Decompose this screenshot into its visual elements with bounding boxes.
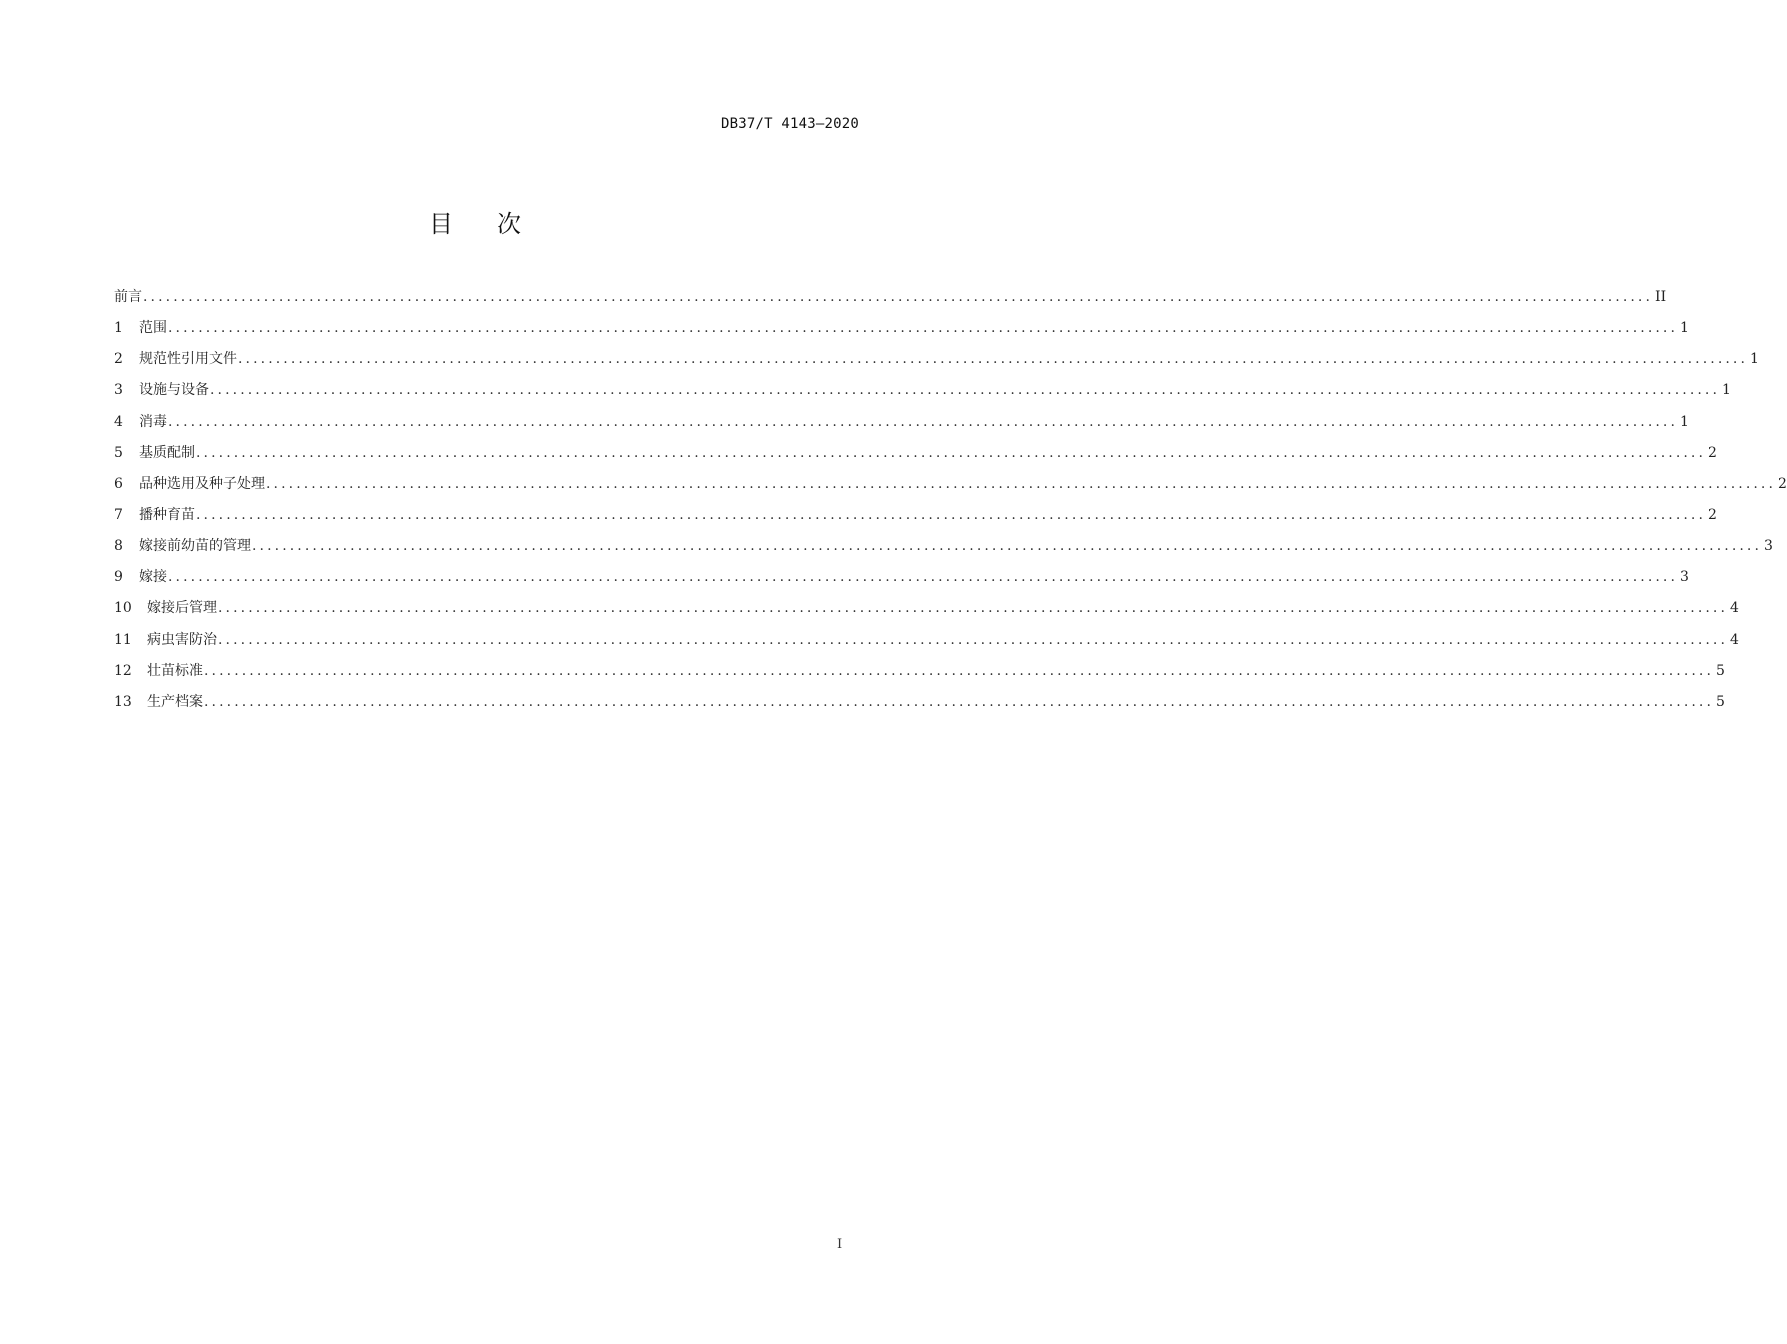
toc-entry-number: 7 [114,506,123,523]
toc-entry-number: 11 [114,631,132,648]
toc-entry[interactable] [114,407,1689,438]
toc-entry-label: 嫁接前幼苗的管理 [139,538,251,555]
toc-entry-page: 2 [1778,475,1787,492]
toc-entry-page: 1 [1750,351,1759,368]
toc-entry-number: 13 [114,693,132,710]
table-of-contents [114,282,1787,718]
toc-entry-number: 8 [114,538,123,555]
toc-entry-number: 1 [114,320,123,337]
toc-leader-dots: ........................................................................................................................................................................................................ [218,600,1729,617]
toc-entry-label: 嫁接 [139,569,167,586]
toc-leader-dots: ........................................................................................................................................................................................................ [204,662,1715,679]
toc-entry-label: 嫁接后管理 [147,600,217,617]
toc-leader-dots: ........................................................................................................................................................................................................ [168,413,1679,430]
toc-entry[interactable] [114,687,1725,718]
toc-entry-label: 设施与设备 [139,382,209,399]
toc-entry-page: 4 [1730,631,1739,648]
toc-entry[interactable] [114,656,1725,687]
toc-entry[interactable] [114,375,1731,406]
toc-leader-dots: ........................................................................................................................................................................................................ [252,538,1763,555]
toc-entry-page: 3 [1680,569,1689,586]
toc-entry-label: 范围 [139,320,167,337]
toc-entry-label: 消毒 [139,413,167,430]
toc-entry-page: 4 [1730,600,1739,617]
toc-entry[interactable] [114,593,1739,624]
toc-entry-label: 规范性引用文件 [139,351,237,368]
toc-leader-dots: ........................................................................................................................................................................................................ [210,382,1721,399]
toc-leader-dots: ........................................................................................................................................................................................................ [196,506,1707,523]
document-code: DB37/T 4143—2020 [720,116,859,132]
toc-entry[interactable] [114,500,1717,531]
toc-leader-dots: ........................................................................................................................................................................................................ [196,444,1707,461]
toc-entry-label: 壮苗标准 [147,662,203,679]
toc-leader-dots: ........................................................................................................................................................................................................ [168,569,1679,586]
toc-leader-dots: ........................................................................................................................................................................................................ [204,693,1715,710]
toc-leader-dots: ........................................................................................................................................................................................................ [266,475,1777,492]
toc-entry-number: 2 [114,351,123,368]
toc-title: 目次 [429,210,565,238]
toc-entry-number: 6 [114,475,123,492]
toc-entry-number: 5 [114,444,123,461]
toc-entry-page: 1 [1680,320,1689,337]
toc-entry-label: 播种育苗 [139,506,195,523]
toc-entry-label: 病虫害防治 [147,631,217,648]
toc-entry-page: II [1655,289,1667,305]
toc-entry[interactable] [114,282,1667,313]
toc-entry[interactable] [114,469,1787,500]
toc-entry-page: 3 [1764,538,1773,555]
toc-entry-page: 1 [1680,413,1689,430]
toc-entry-page: 2 [1708,506,1717,523]
toc-entry-label: 品种选用及种子处理 [139,475,265,492]
toc-entry-number: 4 [114,413,123,430]
toc-leader-dots: ........................................................................................................................................................................................................ [218,631,1729,648]
toc-entry-page: 1 [1722,382,1731,399]
page-number: I [837,1237,843,1252]
toc-leader-dots: ........................................................................................................................................................................................................ [143,289,1654,305]
toc-entry[interactable] [114,562,1689,593]
toc-entry-label: 生产档案 [147,693,203,710]
toc-entry-label: 基质配制 [139,444,195,461]
toc-entry[interactable] [114,531,1773,562]
toc-entry[interactable] [114,344,1759,375]
toc-entry-number: 3 [114,382,123,399]
toc-entry-number: 12 [114,662,132,679]
toc-entry[interactable] [114,625,1739,656]
toc-entry-label: 前言 [114,289,142,305]
toc-entry-page: 5 [1716,693,1725,710]
toc-leader-dots: ........................................................................................................................................................................................................ [238,351,1749,368]
toc-entry[interactable] [114,438,1717,469]
toc-entry-number: 9 [114,569,123,586]
toc-entry[interactable] [114,313,1689,344]
toc-leader-dots: ........................................................................................................................................................................................................ [168,320,1679,337]
toc-entry-page: 2 [1708,444,1717,461]
toc-entry-number: 10 [114,600,132,617]
toc-entry-page: 5 [1716,662,1725,679]
